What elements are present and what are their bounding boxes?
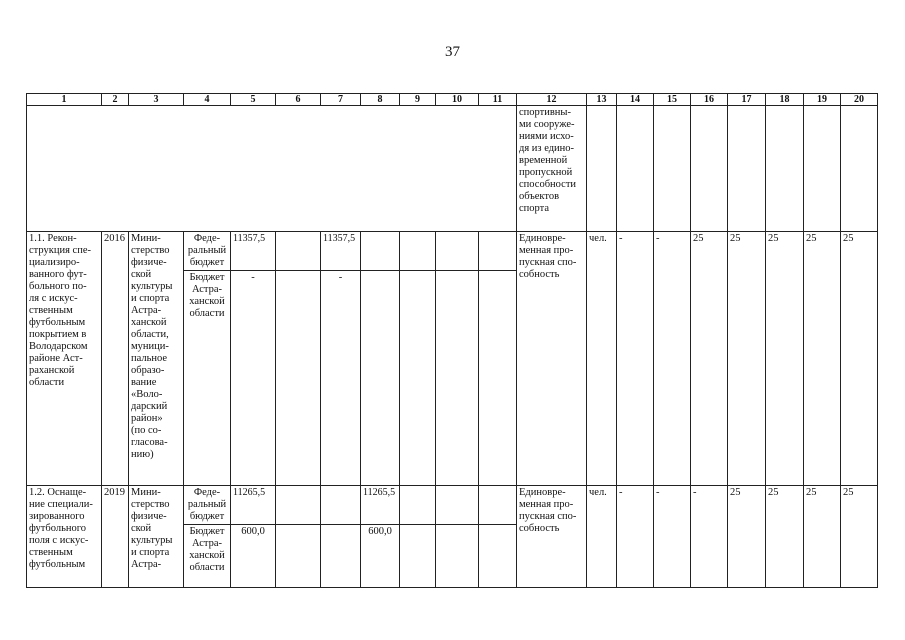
- empty-cell: [479, 271, 517, 486]
- header-cell: 19: [804, 94, 841, 106]
- unit-cell: чел.: [587, 232, 617, 486]
- amount-cell: 11265,5: [231, 486, 276, 525]
- measure-name-cell: 1.1. Рекон- струкция спе- циализиро- ванного фут- больного по- ля с искус- ственным футбольным покрытием в Володарском районе Аст- раханской области: [27, 232, 102, 486]
- empty-cell: [27, 106, 517, 232]
- page-number: 37: [445, 44, 460, 60]
- empty-cell: [276, 486, 321, 525]
- header-cell: 18: [766, 94, 804, 106]
- empty-cell: [479, 525, 517, 588]
- amount-cell: 600,0: [361, 525, 400, 588]
- value-cell: 25: [766, 232, 804, 486]
- empty-cell: [276, 271, 321, 486]
- empty-cell: [436, 232, 479, 271]
- header-cell: 15: [654, 94, 691, 106]
- empty-cell: [321, 525, 361, 588]
- empty-cell: [321, 486, 361, 525]
- empty-cell: [400, 232, 436, 271]
- program-table: [26, 93, 878, 588]
- indicator-cell: Единовре- менная про- пускная спо- собность: [517, 486, 587, 588]
- funding-source-cell: Феде- ральный бюджет: [184, 486, 231, 525]
- header-cell: 10: [436, 94, 479, 106]
- header-cell: 7: [321, 94, 361, 106]
- empty-cell: [841, 106, 878, 232]
- year-cell: 2016: [102, 232, 129, 486]
- amount-cell: -: [321, 271, 361, 486]
- header-cell: 1: [27, 94, 102, 106]
- value-cell: -: [617, 232, 654, 486]
- header-cell: 9: [400, 94, 436, 106]
- header-cell: 2: [102, 94, 129, 106]
- header-cell: 17: [728, 94, 766, 106]
- amount-cell: -: [231, 271, 276, 486]
- value-cell: 25: [804, 486, 841, 588]
- amount-cell: 11357,5: [321, 232, 361, 271]
- value-cell: 25: [841, 232, 878, 486]
- value-cell: -: [617, 486, 654, 588]
- table-row: [27, 232, 878, 271]
- header-cell: 20: [841, 94, 878, 106]
- empty-cell: [400, 525, 436, 588]
- value-cell: -: [654, 486, 691, 588]
- empty-cell: [436, 486, 479, 525]
- executor-cell: Мини- стерство физиче- ской культуры и спорта Астра-: [129, 486, 184, 588]
- amount-cell: 11357,5: [231, 232, 276, 271]
- empty-cell: [617, 106, 654, 232]
- header-cell: 4: [184, 94, 231, 106]
- indicator-cell: Единовре- менная про- пускная спо- собность: [517, 232, 587, 486]
- empty-cell: [804, 106, 841, 232]
- value-cell: 25: [691, 232, 728, 486]
- funding-source-cell: Бюджет Астра- ханской области: [184, 525, 231, 588]
- empty-cell: [587, 106, 617, 232]
- empty-cell: [766, 106, 804, 232]
- header-cell: 8: [361, 94, 400, 106]
- header-cell: 12: [517, 94, 587, 106]
- empty-cell: [436, 271, 479, 486]
- empty-cell: [728, 106, 766, 232]
- value-cell: 25: [766, 486, 804, 588]
- table-row: [27, 106, 878, 232]
- indicator-cell: спортивны- ми сооруже- ниями исхо- дя из едино- временной пропускной способности объектов спорта: [517, 106, 587, 232]
- value-cell: -: [691, 486, 728, 588]
- empty-cell: [400, 486, 436, 525]
- header-cell: 6: [276, 94, 321, 106]
- year-cell: 2019: [102, 486, 129, 588]
- empty-cell: [276, 232, 321, 271]
- value-cell: 25: [841, 486, 878, 588]
- value-cell: -: [654, 232, 691, 486]
- empty-cell: [691, 106, 728, 232]
- empty-cell: [276, 525, 321, 588]
- measure-name-cell: 1.2. Оснаще- ние специали- зированного футбольного поля с искус- ственным футбольным: [27, 486, 102, 588]
- table-row: [27, 486, 878, 525]
- empty-cell: [654, 106, 691, 232]
- empty-cell: [479, 486, 517, 525]
- header-cell: 11: [479, 94, 517, 106]
- executor-cell: Мини- стерство физиче- ской культуры и спорта Астра- ханской области, муници- пальное образо- вание «Воло- дарский район» (по со- гласова- нию): [129, 232, 184, 486]
- funding-source-cell: Бюджет Астра- ханской области: [184, 271, 231, 486]
- funding-source-cell: Феде- ральный бюджет: [184, 232, 231, 271]
- empty-cell: [436, 525, 479, 588]
- value-cell: 25: [728, 232, 766, 486]
- empty-cell: [479, 232, 517, 271]
- header-cell: 16: [691, 94, 728, 106]
- value-cell: 25: [728, 486, 766, 588]
- header-cell: 13: [587, 94, 617, 106]
- unit-cell: чел.: [587, 486, 617, 588]
- amount-cell: 11265,5: [361, 486, 400, 525]
- header-cell: 3: [129, 94, 184, 106]
- header-row: [27, 94, 878, 106]
- value-cell: 25: [804, 232, 841, 486]
- header-cell: 14: [617, 94, 654, 106]
- header-cell: 5: [231, 94, 276, 106]
- empty-cell: [361, 271, 400, 486]
- empty-cell: [361, 232, 400, 271]
- amount-cell: 600,0: [231, 525, 276, 588]
- empty-cell: [400, 271, 436, 486]
